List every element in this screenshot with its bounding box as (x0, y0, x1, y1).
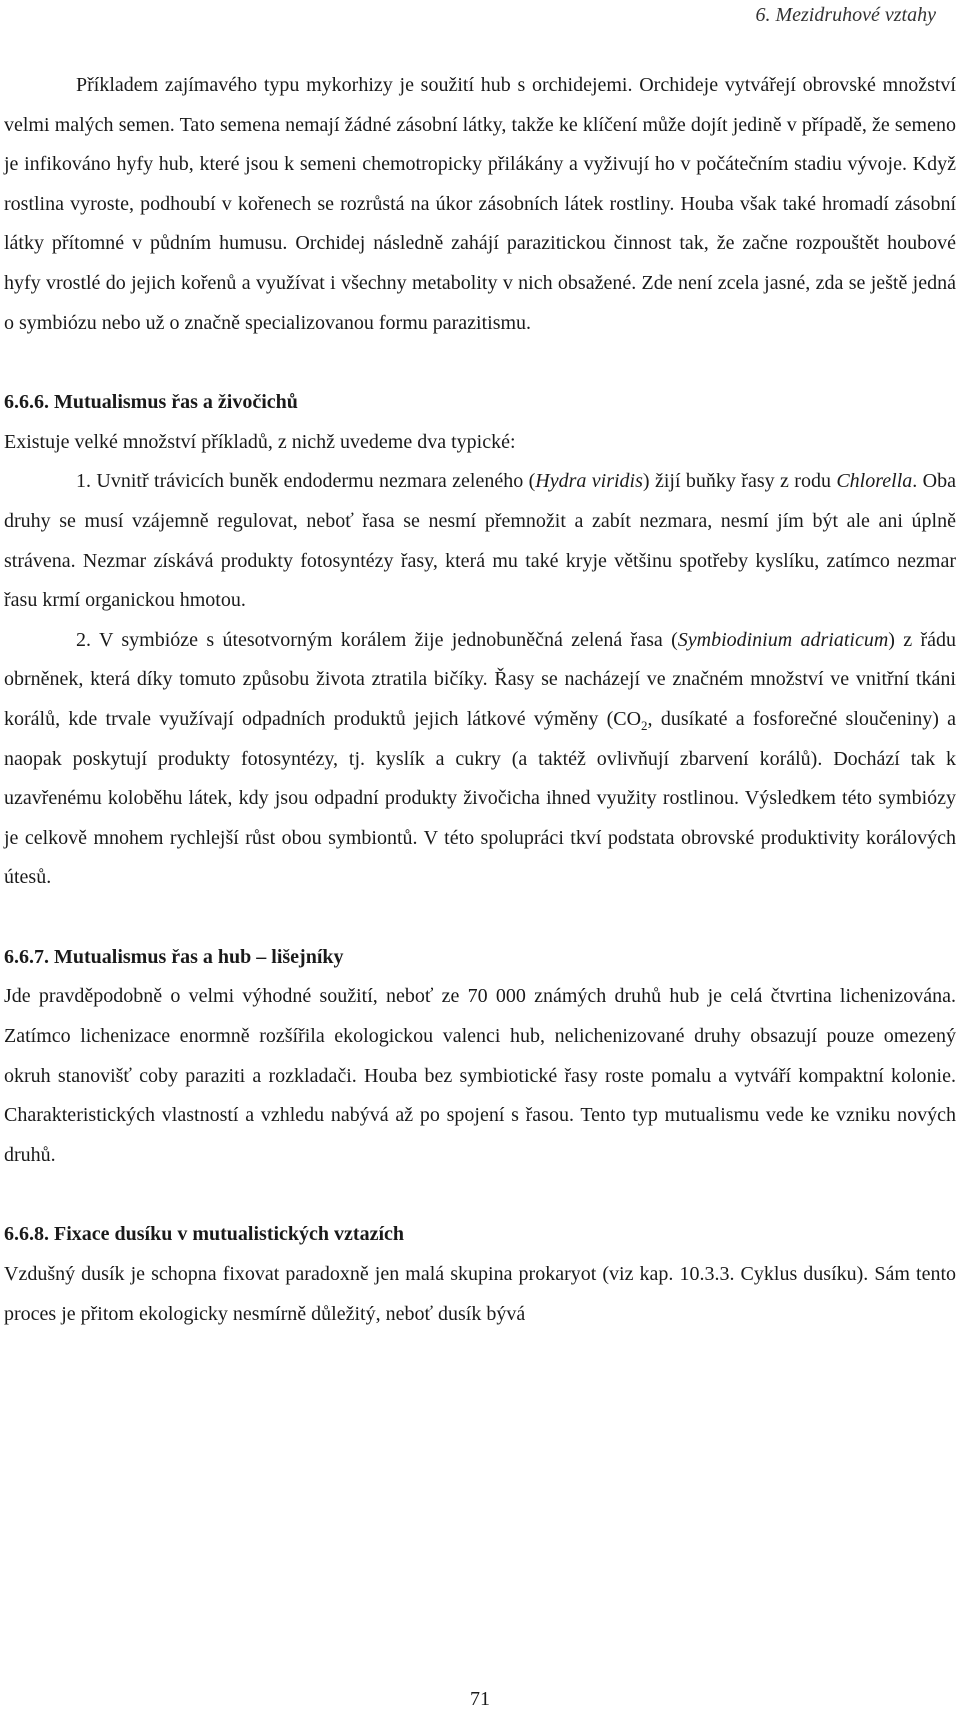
section-heading-6-6-7 (4, 938, 956, 978)
item1-text-c: . Oba druhy se musí vzájemně regulovat, neboť řasa se nesmí přemnožit a zabít nezmara, nesmí jím být ale ani úplně strávena. Nezmar získává produkty fotosyntézy řasy, která mu také kryje většinu spotřeby kyslíku, zatímco nezmar řasu krmí organickou hmotou. (4, 470, 956, 612)
section-title: Mutualismus řas a hub – lišejníky (54, 945, 344, 968)
section-title: Fixace dusíku v mutualistických vztazích (54, 1223, 405, 1246)
section-heading-6-6-8 (4, 1215, 956, 1255)
species-hydra: Hydra viridis (535, 470, 643, 493)
section-number: 6.6.8. (4, 1223, 49, 1246)
subscript-2: 2 (641, 717, 648, 733)
page-body (4, 66, 956, 1334)
page-number: 71 (470, 1688, 490, 1710)
lichen-paragraph: Jde pravděpodobně o velmi výhodné soužití, neboť ze 70 000 známých druhů hub je celá čtvrtina lichenizována. Zatímco lichenizace enormně rozšířila ekologickou valenci hub, nelichenizované druhy obsazují pouze omezený okruh stanovišť coby paraziti a rozkladači. Houba bez symbiotické řasy roste pomalu a vytváří kompaktní kolonie. Charakteristických vlastností a vzhledu nabývá až po spojení s řasou. Tento typ mutualismu vede ke vzniku nových druhů. (4, 985, 956, 1166)
section-title: Mutualismus řas a živočichů (54, 391, 298, 414)
item2-text-a: 2. V symbióze s útesotvorným korálem žije jednobuněčná zelená řasa ( (76, 628, 678, 651)
nitrogen-paragraph: Vzdušný dusík je schopna fixovat paradoxně jen malá skupina prokaryot (viz kap. 10.3.3. Cyklus dusíku). Sám tento proces je přitom ekologicky nesmírně důležitý, neboť dusík bývá (4, 1263, 956, 1325)
item1-text-b: ) žijí buňky řasy z rodu (642, 470, 837, 493)
intro-paragraph: Příkladem zajímavého typu mykorhizy je soužití hub s orchidejemi. Orchideje vytvářejí obrovské množství velmi malých semen. Tato semena nemají žádné zásobní látky, takže ke klíčení může dojít jedině v případě, že semeno je infikováno hyfy hub, které jsou k semeni chemotropicky přilákány a vyživují ho v počátečním stadiu vývoje. Když rostlina vyroste, podhoubí v kořenech se rozrůstá na úkor zásobních látek rostliny. Houba však také hromadí zásobní látky přítomné v půdním humusu. Orchidej následně zahájí parazitickou činnost tak, že začne rozpouštět houbové hyfy vrostlé do jejich kořenů a využívat i všechny metabolity v nich obsažené. Zde není zcela jasné, zda se ještě jedná o symbiózu nebo už o značně specializovanou formu parazitismu. (4, 74, 956, 334)
list-item-2 (4, 621, 956, 898)
item2-text-b: ) z řádu obrněnek, která díky tomuto způsobu života ztratila bičíky. Řasy se nacházejí ve značném množství ve vnitřní tkáni korálů, kde trvale využívají odpadních produktů jejich látkové výměny (CO (4, 628, 956, 730)
item2-text-c: , dusíkaté a fosforečné sloučeniny) a naopak poskytují produkty fotosyntézy, tj. kyslík a cukry (a taktéž ovlivňují zbarvení korálů). Dochází tak k uzavřenému koloběhu látek, kdy jsou odpadní produkty živočicha ihned využity rostlinou. Výsledkem této symbiózy je celkově mnohem rychlejší růst obou symbiontů. V této spolupráci tkví podstata obrovské produktivity korálových útesů. (4, 707, 957, 889)
species-symbiodinium: Symbiodinium adriaticum (677, 628, 889, 651)
running-header: 6. Mezidruhové vztahy (755, 4, 936, 26)
item1-text-a: 1. Uvnitř trávicích buněk endodermu nezmara zeleného ( (76, 470, 536, 493)
section-number: 6.6.7. (4, 945, 49, 968)
section-number: 6.6.6. (4, 391, 49, 414)
genus-chlorella: Chlorella (836, 470, 913, 493)
list-item-1 (4, 462, 956, 620)
section-heading-6-6-6 (4, 383, 956, 423)
section-intro: Existuje velké množství příkladů, z nichž uvedeme dva typické: (4, 430, 516, 453)
